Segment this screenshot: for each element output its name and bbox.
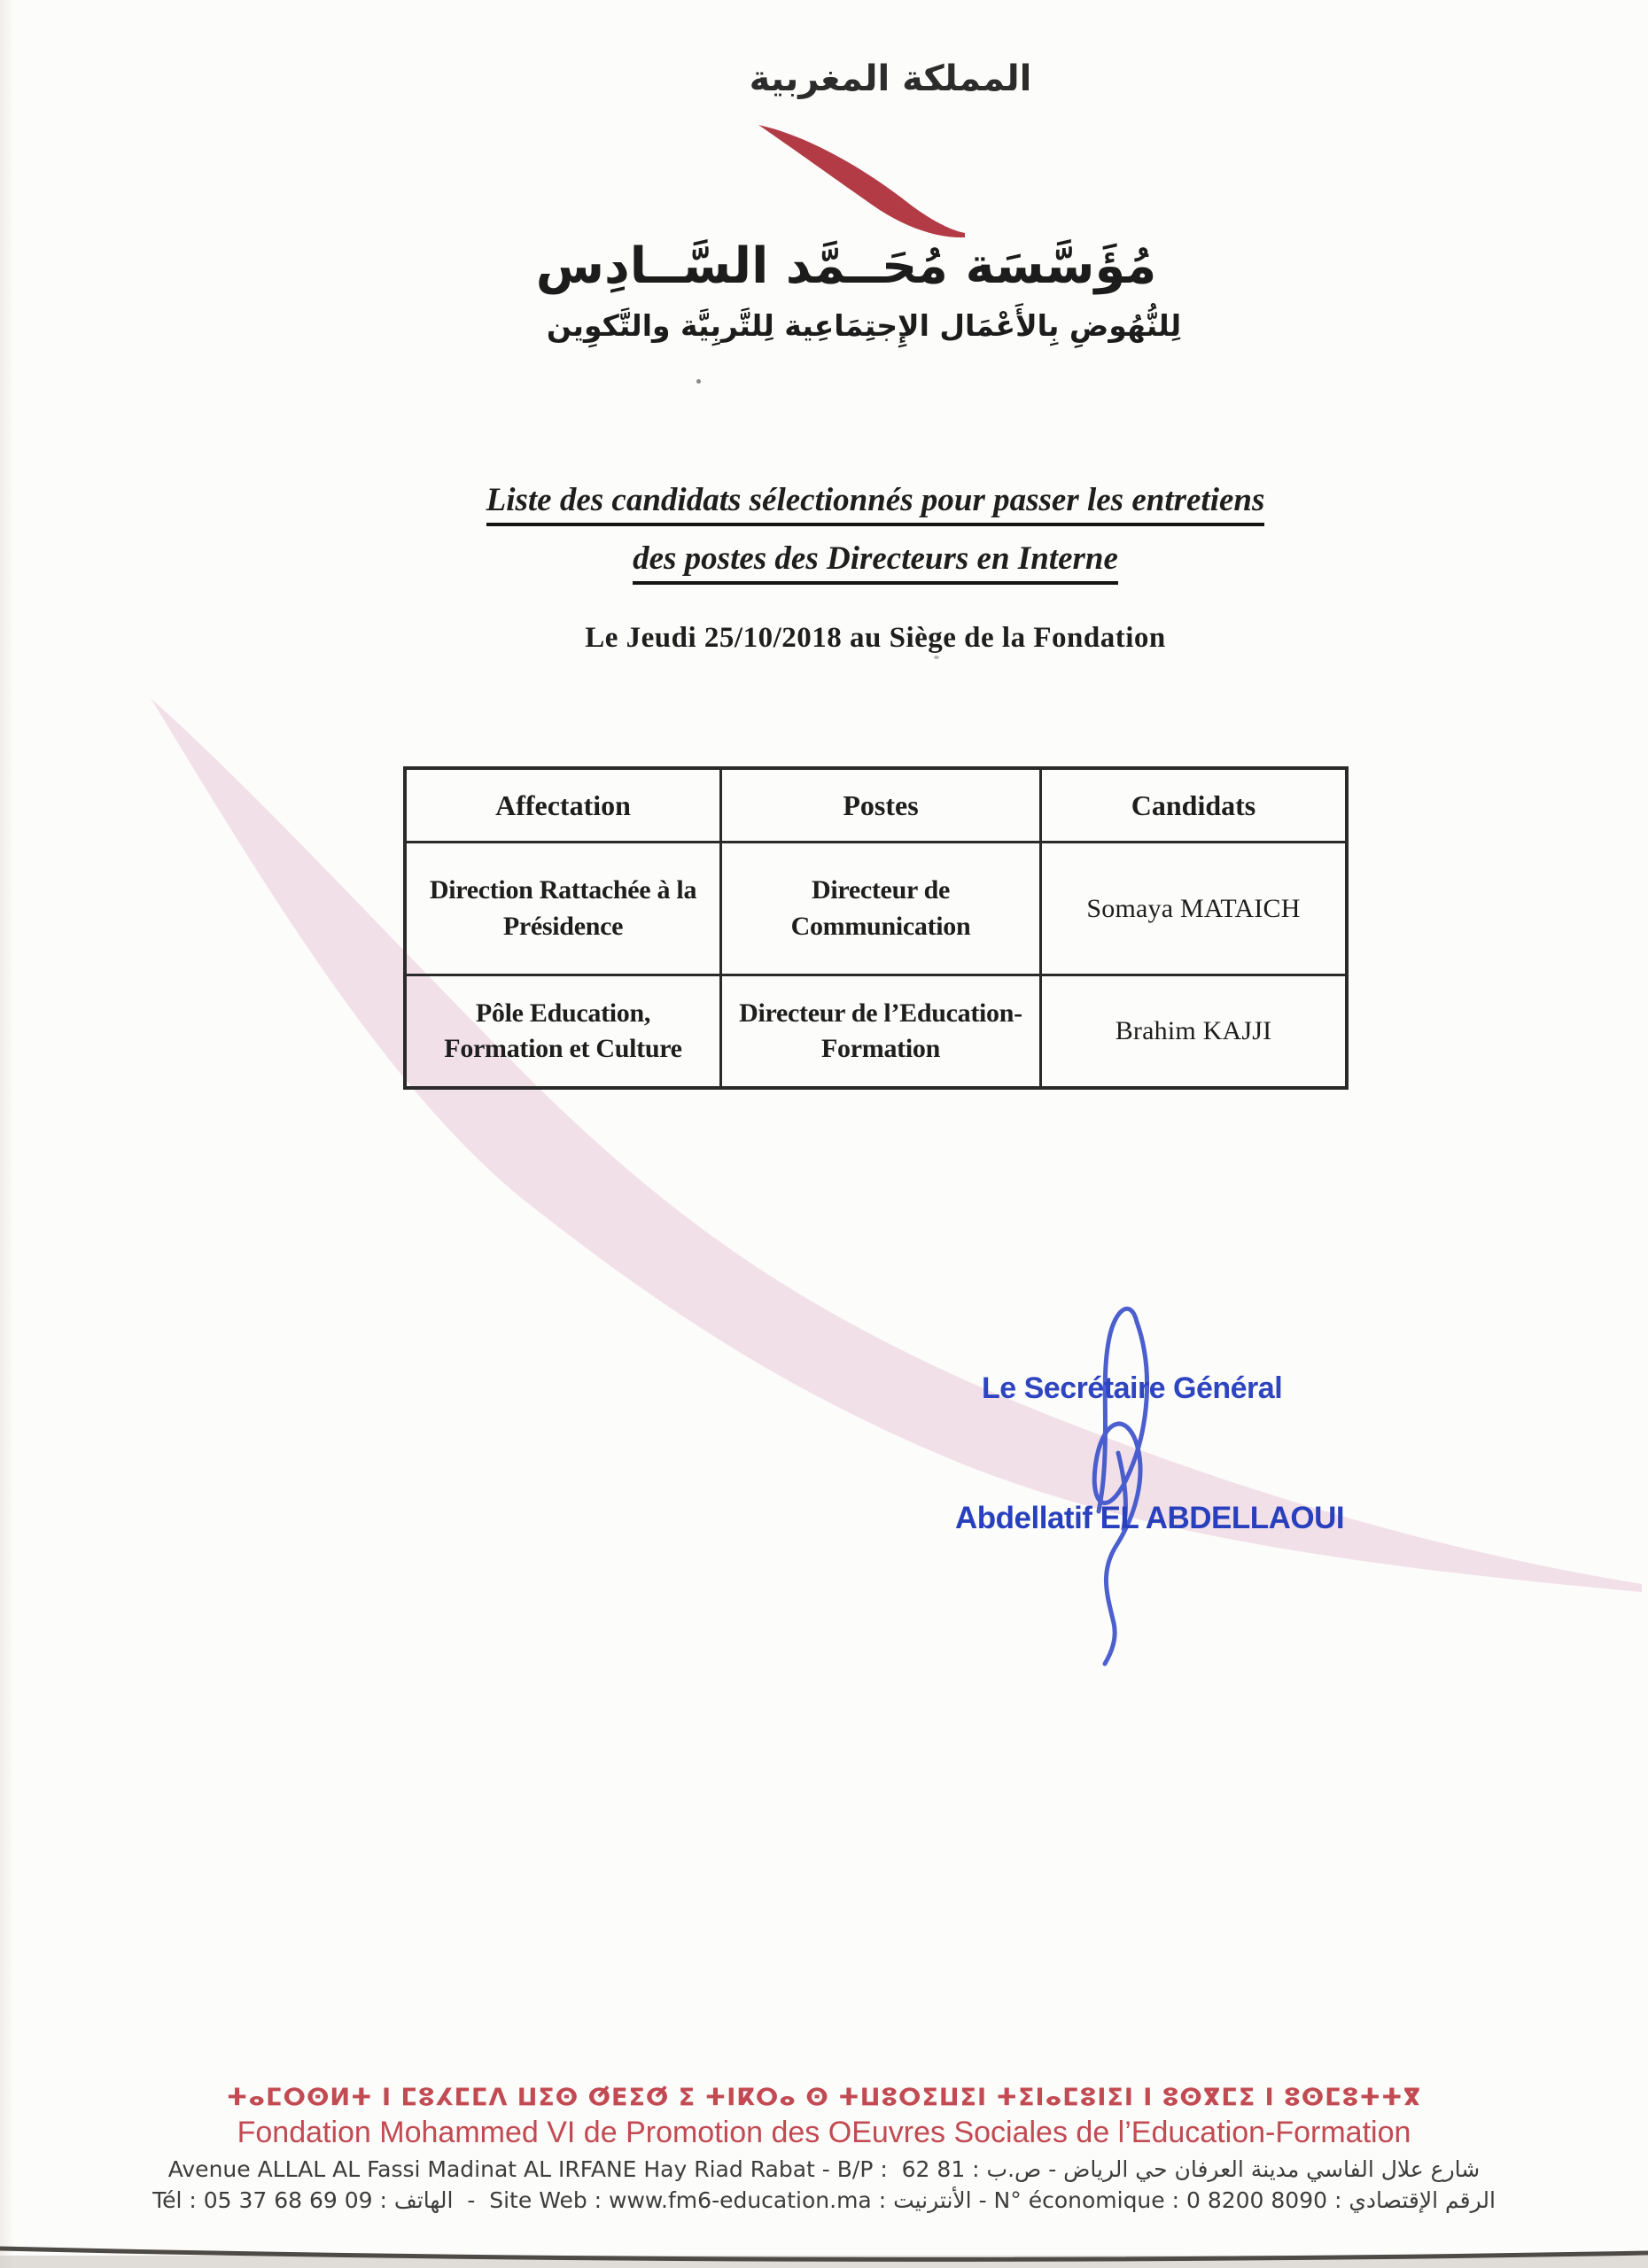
footer-address-line: Avenue ALLAL AL Fassi Madinat AL IRFANE Hay Riad Rabat - B/P : 62 81 : شارع علال الفاسي مدينة العرفان حي الرياض - ص.ب [167,2156,1481,2182]
table-row-poste: Directeur de l’Education-Formation [722,976,1042,1086]
table-row-candidat: Somaya MATAICH [1042,843,1345,976]
table-row-candidat: Brahim KAJJI [1115,1016,1272,1045]
signatory-role-stamp: Le Secrétaire Général [982,1371,1283,1405]
signatory-name-stamp: Abdellatif EL ABDELLAOUI [955,1501,1345,1535]
footer-organization-name: Fondation Mohammed VI de Promotion des OEuvres Sociales de l’Education-Formation [237,2116,1411,2149]
footer-contact-line: Tél : 05 37 68 69 09 : الهاتف - Site Web : www.fm6-education.ma : الأنترنيت - N° économique : 0 8200 8090 : الرقم الإقتصادي [152,2187,1496,2213]
table-header-candidats: Candidats [1042,770,1345,843]
table-header-postes: Postes [722,770,1042,843]
document-title-line2: des postes des Directeurs en Interne [633,542,1118,585]
document-title-line1: Liste des candidats sélectionnés pour passer les entretiens [486,484,1265,526]
table-row-poste: Directeur de Communication [722,843,1042,976]
kingdom-heading: المملكة المغربية [749,58,1032,99]
table-row-affectation: Direction Rattachée à la Présidence [407,843,722,976]
table-header-affectation: Affectation [407,770,722,843]
foundation-calligraphy-line2: لِلنُّهُوضِ بِالأَعْمَال الإِجتِمَاعِية لِلتَّربِيَّة والتَّكوِين [546,308,1182,343]
table-row-affectation: Pôle Education, Formation et Culture [407,976,722,1086]
foundation-calligraphy-line1: مُؤَسَّسَة مُحَــمَّد السَّــادِس [535,237,1157,295]
footer-tifinagh-line: ⵜⴰⵎⵔⵙⵍⵜ ⵏ ⵎⵓⵃⵎⵎⴷ ⵡⵉⵙ ⵚⴹⵉⵚ ⵉ ⵜⵏⴽⵔⴰ ⵙ ⵜⵡⵓⵔⵉⵡⵉⵏ ⵜⵉⵏⴰⵎⵓⵏⵉⵏ ⵏ ⵓⵙⴳⵎⵉ ⵏ ⵓⵙⵎⵓⵜⵜⴳ [226,2084,1422,2111]
document-date: Le Jeudi 25/10/2018 au Siège de la Fondation [585,622,1166,654]
